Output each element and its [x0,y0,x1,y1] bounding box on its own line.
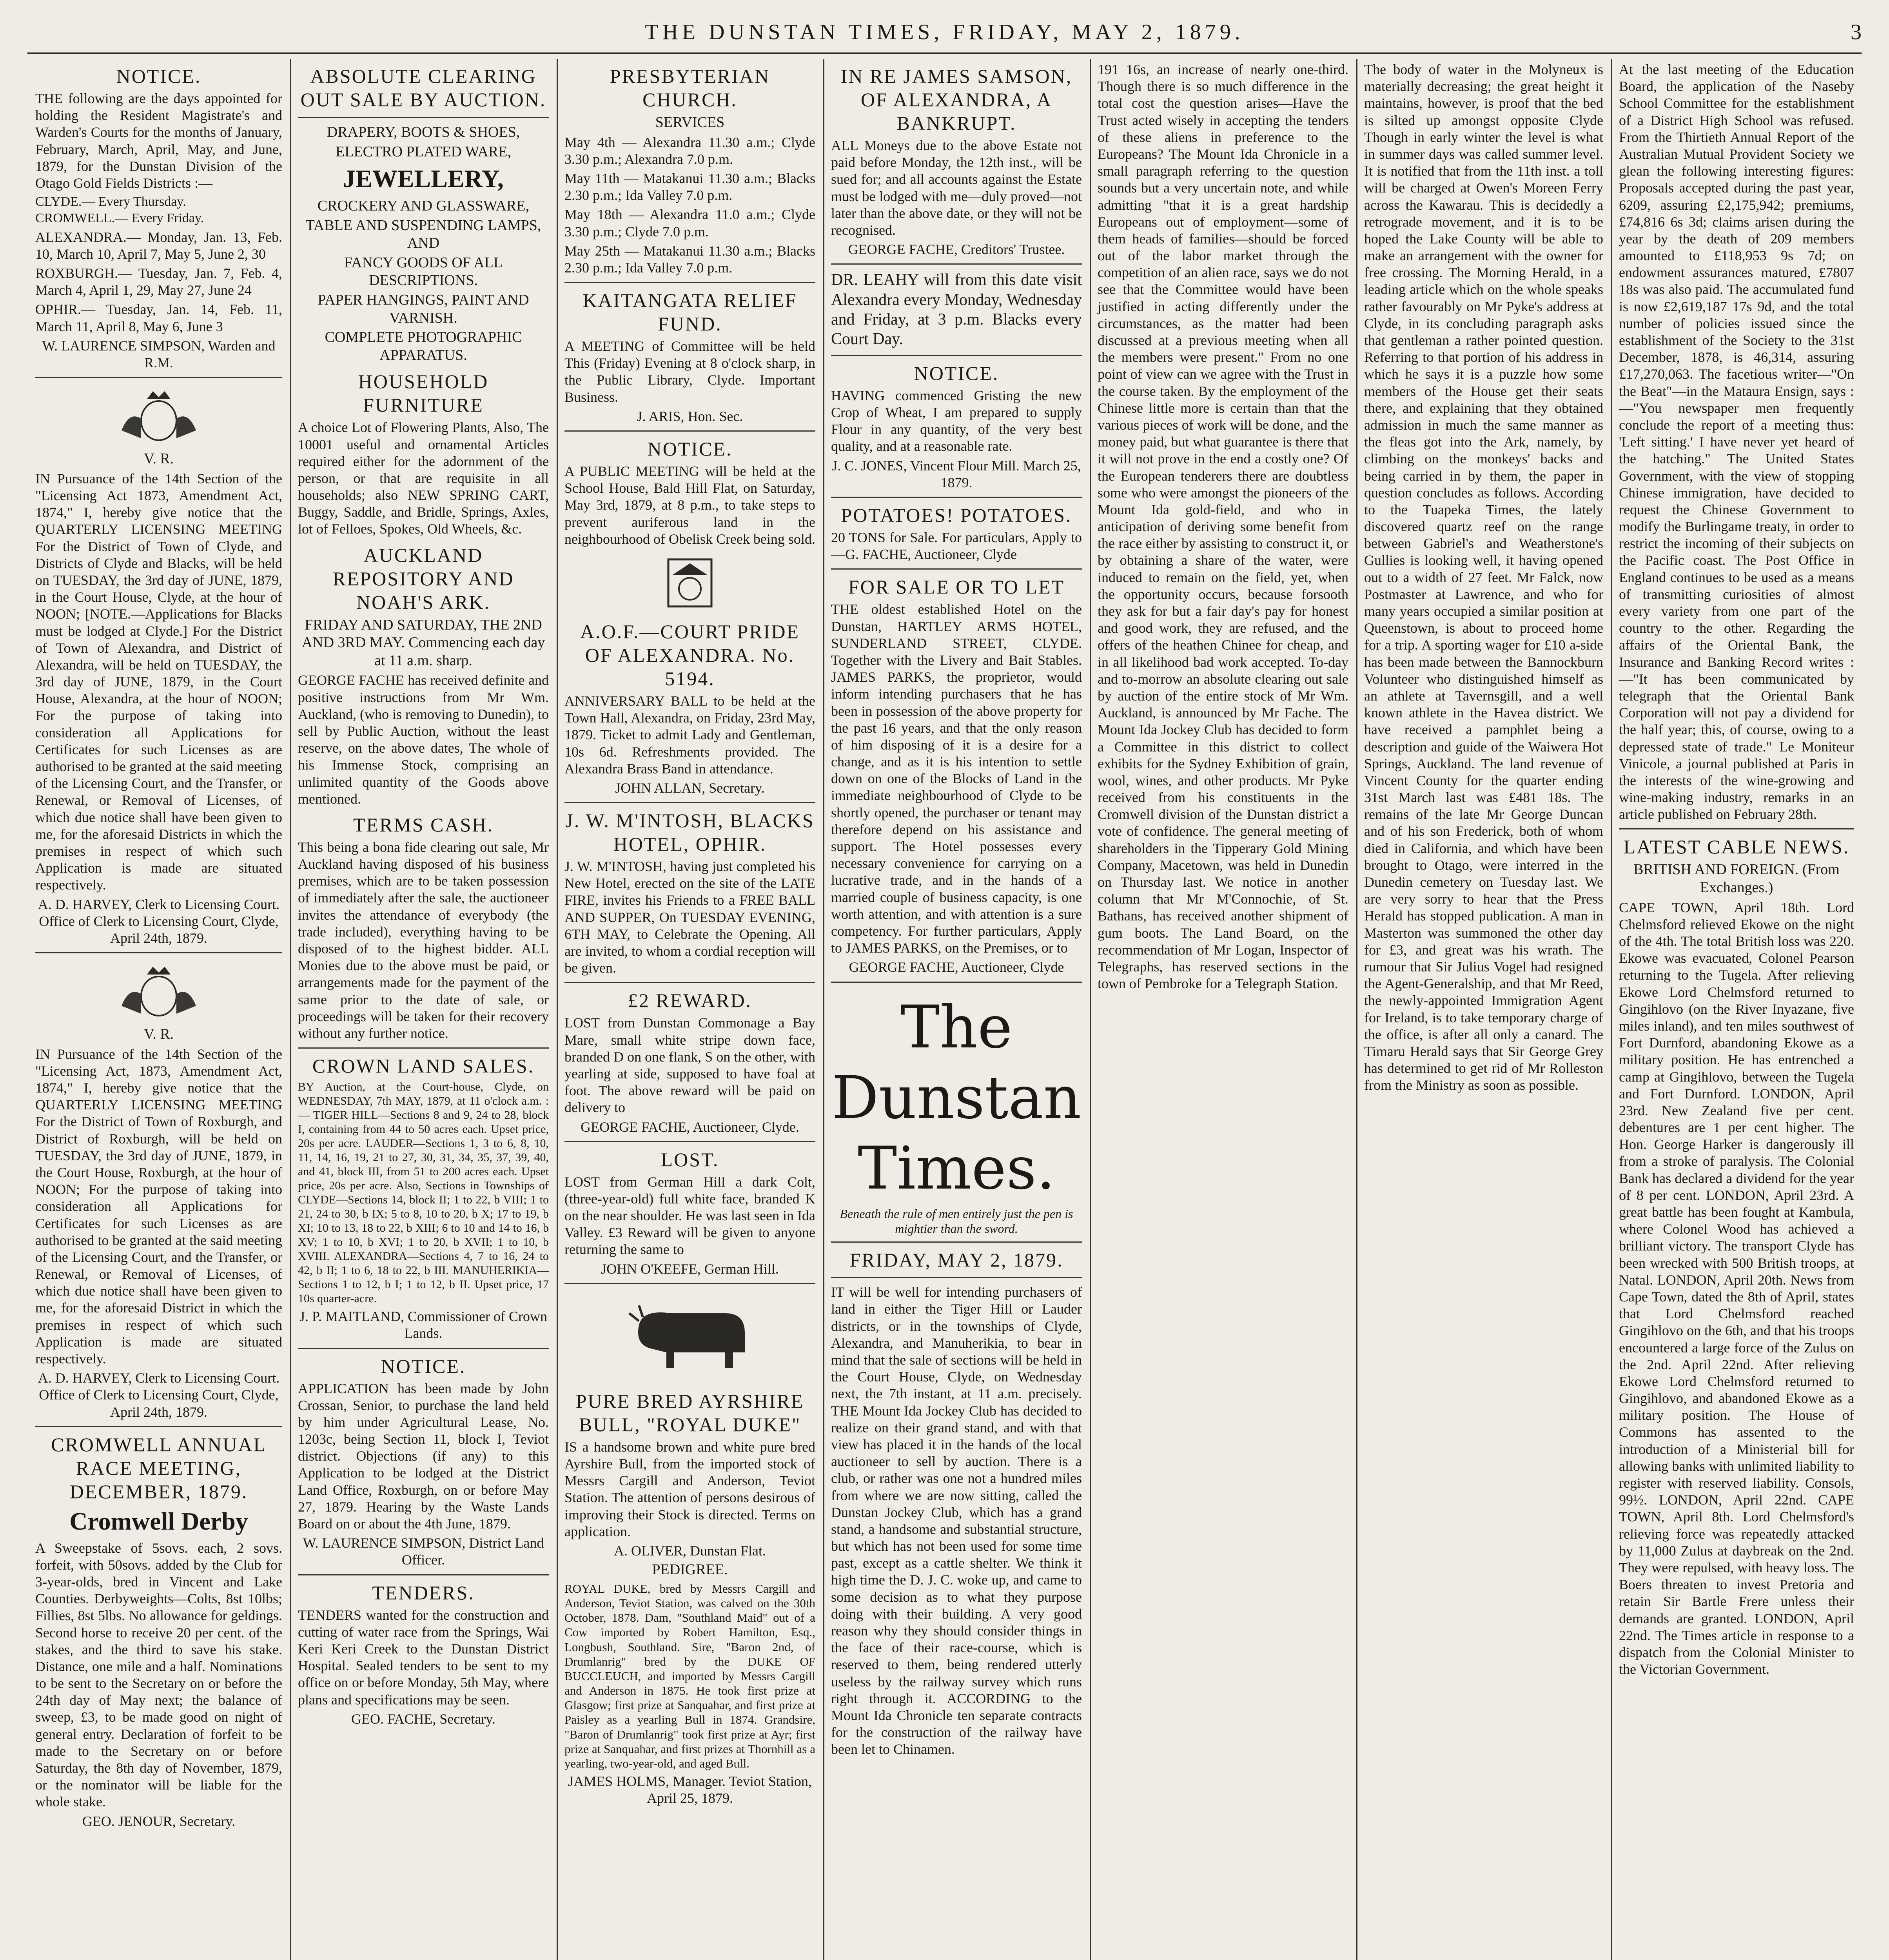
licensing-notice-clyde: IN Pursuance of the 14th Section of the "Licensing Act 1873, Amendment Act, 1874," I, hereby give notice that the QUARTERLY LICENSING MEETING For the District of Town of Clyde, and Districts of Clyde and Blacks, will be held on TUESDAY, the 3rd day of JUNE, 1879, in the Court House, Clyde, at the hour of NOON; [NOTE.—Applications for Blacks must be lodged at Clyde.] For the District of Town of Alexandra, and District of Alexandra, will be held on TUESDAY, the 3rd day of JUNE, 1879, in the Court House, Alexandra, at the hour of NOON; For the purpose of taking into consideration all Applications for Certificates for such Licenses as are authorised to be granted at the said meeting of the Licensing Court, and the Transfer, or Renewal, or Removal of Licenses, of which due notice shall have been given to me, for the aforesaid Districts in which the premises in respect of which such Application is made are situated respectively. [35,470,282,893]
race-meeting-heading: CROMWELL ANNUAL RACE MEETING, DECEMBER, 1879. [51,1433,267,1503]
hotel-text: J. W. M'INTOSH, having just completed his New Hotel, erected on the site of the LATE FIRE, invites his Friends to a FREE BALL AND SUPPER, On TUESDAY EVENING, 6TH MAY, to Celebrate the Opening. All are invited, to whom a cordial reception will be given. [564,858,815,976]
bankrupt-text: ALL Moneys due to the above Estate not paid before Monday, the 12th inst., will be sued for; and all accounts against the Estate must be lodged with me—duly proved—not later than the above date, or they will not be recognised. [831,138,1082,238]
column-3 [557,59,823,1960]
aof-text: ANNIVERSARY BALL to be held at the Town Hall, Alexandra, on Friday, 23rd May, 1879. Ticket to admit Lady and Gentleman, 10s 6d. Refreshments provided. The Alexandra Brass Band in attendance. [564,693,815,777]
column-1 [27,59,290,1960]
separator [564,430,815,432]
sale-line: COMPLETE PHOTOGRAPHIC APPARATUS. [325,329,522,363]
hotel-sale-heading: FOR SALE OR TO LET [848,576,1065,598]
separator [564,282,815,283]
sale-line: JEWELLERY, [343,165,504,193]
pedigree-heading: PEDIGREE. [652,1561,728,1578]
court-line: OPHIR.— Tuesday, Jan. 14, Feb. 11, March 11, April 8, May 6, June 3 [35,301,282,334]
sale-line: FANCY GOODS OF ALL DESCRIPTIONS. [344,254,503,289]
lost-heading: LOST. [661,1148,719,1171]
column-7 [1611,59,1862,1960]
notice-signature: W. LAURENCE SIMPSON, District Land Officer. [303,1535,544,1568]
licensing-notice-roxburgh: IN Pursuance of the 14th Section of the "Licensing Act, 1873, Amendment Act, 1874," I, hereby give notice that the QUARTERLY LICENSING MEETING For the District of Town of Roxburgh, and District of Roxburgh, will be held on TUESDAY, the 3rd day of JUNE, 1879, in the Court House, Roxburgh, at the hour of NOON; For the purpose of taking into consideration all Applications for Certificates for such Licenses as are authorised to be granted at the said meeting of the Licensing Court, and the Transfer, or Renewal, or Removal of Licenses, of which due notice shall have been given to me, for the aforesaid District in which the premises in respect of which such Application is made are situated respectively. [35,1046,282,1367]
lost-text: LOST from German Hill a dark Colt, (three-year-old) full white face, branded K on the near shoulder. He was last seen in Ida Valley. £3 Reward will be given to anyone returning the same to [564,1174,815,1258]
tenders-signature: GEO. FACHE, Secretary. [351,1711,495,1727]
sale-line: DRAPERY, BOOTS & SHOES, [327,124,520,140]
sale-line: TABLE AND SUSPENDING LAMPS, AND [305,217,541,252]
hotel-heading: J. W. M'INTOSH, BLACKS HOTEL, OPHIR. [565,809,815,855]
separator [831,497,1082,498]
separator [831,355,1082,356]
court-line: ROXBURGH.— Tuesday, Jan. 7, Feb. 4, March 4, April 1, 29, May 27, June 24 [35,265,282,298]
cable-news-heading: LATEST CABLE NEWS. [1623,836,1850,858]
notice-text: APPLICATION has been made by John Crossan, Senior, to purchase the land held by him under Agricultural Lease, No. 1203c, being Section 11, block I, Teviot district. Objections (if any) to this Application to be lodged at the District Land Office, Roxburgh, on or before May 27, 1879. Hearing by the Waste Lands Board on or about the 4th June, 1879. [298,1380,549,1532]
notice-text: A PUBLIC MEETING will be held at the School House, Bald Hill Flat, on Saturday, May 3rd, 1879, at 8 p.m., to take steps to prevent auriferous land in the neighbourhood of Obelisk Creek being sold. [564,463,815,547]
service-line: May 18th — Alexandra 11.0 a.m.; Clyde 3.30 p.m.; Clyde 7.0 p.m. [564,207,815,240]
crown-land-signature: J. P. MAITLAND, Commissioner of Crown Lands. [299,1308,547,1341]
editorial-text: IT will be well for intending purchasers of land in either the Tiger Hill or Lauder districts, or in the townships of Clyde, Alexandra, and Manuherikia, to bear in mind that the sale of sections will be held in the Court House, Clyde, on Wednesday next, the 7th instant, at 11 a.m. precisely. THE Mount Ida Jockey Club has decided to realize on their grand stand, and with that view has placed it in the hands of the local auctioneer to sell by auction. There is a club, or rather was one not a hundred miles from where we are now sitting, called the Dunstan Jockey Club, which has a grand stand, a handsome and substantial structure, but which has not been used for some time past, except as a cattle shelter. We think it high time the D. J. C. woke up, and came to some decision as to what they purpose doing with their building. A very good reason why they should consider things in the face of their race-course, which is reserved to them, being rendered utterly useless by the railway survey which runs right through it. ACCORDING to the Mount Ida Chronicle ten separate contracts for the construction of the railway have been let to Chinamen. [831,1284,1082,1757]
news-text: At the last meeting of the Education Board, the application of the Naseby School Committee for the establishment of a District High School was refused. From the Thirtieth Annual Report of the Australian Mutual Provident Society we glean the following interesting figures: Proposals accepted during the past year, 6209, assuring £2,175,942; premiums, £74,816 6s 3d; claims arisen during the year by the death of 209 members amounted to £118,953 9s 7d; on endowment assurances matured, £7807 18s was also paid. The accumulated fund is now £2,619,187 17s 9d, and the total number of policies issued since the establishment of the Society to the 31st December, 1878, is 46,314, assuring £17,270,063. The facetious writer—"On the Beat"—in the Mataura Ensign, says :—"You newspaper men frequently conclude the report of a meeting thus: 'Left sitting.' I have never yet heard of the hatching." The United States Government, with the view of stopping Chinese immigration, have decided to request the Chinese Government to modify the Burlingame treaty, in order to restrict the incoming of their subjects on the Pacific coast. The Post Office in England continues to be used as a means of transmitting curiosities of almost every variety from one part of the country to the other. Regarding the affairs of the Oriental Bank, the Insurance and Banking Record writes :—"It has been communicated by telegraph that the Oriental Bank Corporation will not pay a dividend for the half year; this, of course, owing to a depressed state of trade." Le Moniteur Vinicole, a journal published at Paris in the interests of the wine-growing and wine-making industry, remarks in an article published on February 28th. [1619,62,1854,822]
separator [298,117,549,118]
crown-land-heading: CROWN LAND SALES. [312,1055,535,1077]
fache-text: GEORGE FACHE has received definite and positive instructions from Mr Wm. Auckland, (who is removing to Dunedin), to sell by Public Auction, without the least reserve, on the above dates, The whole of his Immense Stock, comprising an unlimited quantity of the Goods above mentioned. [298,672,549,807]
separator [831,568,1082,570]
cable-news-subheading: BRITISH AND FOREIGN. (From Exchanges.) [1633,861,1840,896]
licensing-signature: A. D. HARVEY, Clerk to Licensing Court. Office of Clerk to Licensing Court, Clyde, April 24th, 1879. [38,1370,280,1420]
masthead-title: THE DUNSTAN TIMES, FRIDAY, MAY 2, 1879. [645,20,1244,44]
separator [35,1426,282,1427]
relief-signature: J. ARIS, Hon. Sec. [637,408,743,424]
aof-signature: JOHN ALLAN, Secretary. [615,780,765,796]
court-line: ALEXANDRA.— Monday, Jan. 13, Feb. 10, March 10, April 7, May 5, June 2, 30 [35,229,282,262]
notice-heading: NOTICE. [381,1355,466,1377]
race-text: A Sweepstake of 5sovs. each, 2 sovs. forfeit, with 50sovs. added by the Club for 3-year-olds, bred in Vincent and Lake Counties. Derbyweights—Colts, 8st 10lbs; Fillies, 8st 5lbs. No allowance for geldings. Second horse to receive 20 per cent. of the stakes, and the third to save his stake. Distance, one mile and a half. Nominations to be sent to the Secretary on or before the 24th day of May next; the balance of sweep, £3, to be made good on night of general entry. Declaration of forfeit to be made to the Secretary on or before Saturday, the 8th day of November, 1879, or the nominator will be liable for the whole stake. [35,1540,282,1810]
relief-heading: KAITANGATA RELIEF FUND. [582,289,797,335]
potatoes-heading: POTATOES! POTATOES. [841,504,1072,526]
separator [298,1574,549,1575]
sale-line: CROCKERY AND GLASSWARE, [317,197,530,214]
foresters-emblem-icon [645,552,735,614]
vr-heading: V. R. [143,1026,174,1043]
column-4 [823,59,1090,1960]
derby-title: Cromwell Derby [69,1507,248,1535]
bull-icon [615,1290,764,1384]
separator [1619,828,1854,829]
sale-line: PAPER HANGINGS, PAINT AND VARNISH. [318,291,529,326]
separator [35,377,282,378]
separator [831,982,1082,983]
bull-signature: A. OLIVER, Dunstan Flat. [614,1543,766,1559]
separator [831,1241,1082,1243]
separator [564,982,815,983]
column-6 [1356,59,1611,1960]
licensing-signature: A. D. HARVEY, Clerk to Licensing Court. Office of Clerk to Licensing Court, Clyde, April 24th, 1879. [38,896,280,946]
separator [298,1047,549,1049]
sale-line: ELECTRO PLATED WARE, [336,143,511,160]
tenders-text: TENDERS wanted for the construction and cutting of water race from the Springs, Wai Keri Keri Creek to the Dunstan District Hospital. Sealed tenders to be sent to my office on or before Monday, 5th May, where plans and specifications may be seen. [298,1607,549,1708]
separator [564,1283,815,1284]
vr-heading: V. R. [143,450,174,467]
page-number: 3 [1851,20,1862,44]
relief-text: A MEETING of Committee will be held This (Friday) Evening at 8 o'clock sharp, in the Public Library, Clyde. Important Business. [564,338,815,405]
sale-text: A choice Lot of Flowering Plants, Also, The 10001 useful and ornamental Articles required either for the adornment of the person, or that are requisite in all households; also NEW SPRING CART, Buggy, Saddle, and Bridle, Springs, Axles, lot of Felloes, Spokes, Old Wheels, &c. [298,419,549,537]
royal-crest-icon [114,383,204,446]
ark-heading: AUCKLAND REPOSITORY AND NOAH'S ARK. [332,544,514,613]
pedigree-signature: JAMES HOLMS, Manager. Teviot Station, April 25, 1879. [568,1773,812,1806]
bankrupt-signature: GEORGE FACHE, Creditors' Trustee. [848,241,1065,258]
court-notice-text: THE following are the days appointed for holding the Resident Magistrate's and Warden's Courts for the months of January, February, March, April, May, and June, 1879, for the Dunstan Division of the Otago Gold Fields Districts :— [35,91,282,191]
doctor-notice: DR. LEAHY will from this date visit Alexandra every Monday, Wednesday and Friday, at 3 p.m. Blacks every Court Day. [831,271,1082,348]
terms-text: This being a bona fide clearing out sale, Mr Auckland having disposed of his business premises, which are to be taken possession of immediately after the sale, the auctioneer invites the attendance of everybody (the trade included), everything having to be disposed of to the highest bidder. ALL Monies due to the above must be paid, or arrangements made for the payment of the same prior to the date of sale, or proceedings will be taken for their recovery without any further notice. [298,839,549,1041]
sale-line: HOUSEHOLD FURNITURE [358,370,489,416]
race-signature: GEO. JENOUR, Secretary. [82,1813,236,1829]
court-line: CLYDE.— Every Thursday. [35,194,186,209]
mill-text: HAVING commenced Gristing the new Crop of Wheat, I am prepared to supply Flour in any quantity, of the very best quality, and at a reasonable rate. [831,387,1082,454]
royal-crest-icon [114,959,204,1022]
cable-news-text: CAPE TOWN, April 18th. Lord Chelmsford relieved Ekowe on the night of the 4th. The total British loss was 220. Ekowe was evacuated, Colonel Pearson returning to the Tugela. After relieving Ekowe Lord Chelmsford returned to Gingihlovo (on the River Inyazane, five miles inland), and ten miles southwest of Fort Durnford, abandoning Ekowe as a military position. He has entrenched a camp at Gingihlovo, between the Tugela and Fort Durnford. LONDON, April 23rd. New Zealand five per cent. debentures are 1 per cent higher. The Hon. George Harker is dangerously ill from a stroke of paralysis. The Colonial Bank has declared a dividend for the year of 8 per cent. LONDON, April 23rd. A great battle has been fought at Kambula, where Colonel Wood has achieved a brilliant victory. The transport Clyde has been wrecked with 500 British troops, at Natal. LONDON, April 20th. News from Cape Town, dated the 8th of April, states that Lord Chelmsford reached Gingihlovo on the 6th, and that his troops encountered a large force of the Zulus on the 2nd. April 22nd. After relieving Ekowe Lord Chelmsford returned to Gingihlovo, and abandoned Ekowe as a military position. The House of Commons has assented to the introduction of a Ministerial bill for allowing banks with unlimited liability to register with reserved liability. Consols, 99½. LONDON, April 22nd. CAPE TOWN, April 8th. Lord Chelmsford's relieving force was repeatedly attacked by 11,000 Zulus at daybreak on the 2nd. They were repulsed, with heavy loss. The Boers threaten to invest Pretoria and retain Sir Bartle Frere unless their demands are granted. LONDON, April 22nd. The Times article in response to a dispatch from the Colonial Minister to the Victorian Government. [1619,899,1854,1677]
column-5 [1090,59,1356,1960]
newspaper-title: The Dunstan Times. [831,993,1082,1203]
aof-heading: A.O.F.—COURT PRIDE OF ALEXANDRA. No. 5194. [580,620,800,690]
bankrupt-heading: IN RE JAMES SAMSON, OF ALEXANDRA, A BANKRUPT. [840,65,1072,134]
pedigree-text: ROYAL DUKE, bred by Messrs Cargill and Anderson, Teviot Station, was calved on the 30th October, 1878. Dam, "Southland Maid" out of a Cow imported by Robert Hamilton, Esq., Longbush, Southland. Sire, "Baron 2nd, of Drumlanrig" bred by the DUKE OF BUCCLEUCH, and imported by Messrs Cargill and Anderson in 1875. He took first prize at Glasgow; first prize at Sanquahar, and first prize at Paisley as a yearling Bull in 1874. Grandsire, "Baron of Drumlanrig" took first prize at Ayr; first prize at Sanquahar, and first prizes at Thornhill as a yearling, two-year-old, and aged Bull. [564,1581,815,1770]
news-text: The body of water in the Molyneux is materially decreasing; the great height it maintains, however, is proof that the bed is silted up amongst opposite Clyde Though in early winter the level is what in summer days was called summer level. It is notified that from the 11th inst. a toll will be charged at Owen's Moreen Ferry across the Kawarau. This is decidedly a retrograde movement, and it is to be hoped the Lake County will be able to make an arrangement with the owner for free crossing. The Morning Herald, in a leading article which on the whole speaks rather favourably on Mr Pyke's address at Clyde, in its concluding paragraph asks that gentleman a rather pointed question. Referring to that portion of his address in which he says it is a puzzle how some members of the House get their seats there, and explaining that they obtained admission in much the same manner as the fleas got into the Ark, namely, by climbing on the monkeys' backs and being carried in by them, the paper in question concludes as follows. According to the Tuapeka Times, the lately discovered quartz reef on the range between Gabriel's and Weatherstone's Gullies is looking well, it having opened out to a width of 27 feet. Mr Falck, now Postmaster at Lawrence, and who for many years occupied a similar position at Queenstown, is about to proceed home for a trip. A sporting wager for £10 a-side has been made between the Bannockburn Volunteer who distinguished himself as an athlete at Tavernsgill, and a well known athlete in the Havea district. We have received a pamphlet being a description and guide of the Waiwera Hot Springs, Auckland. The land revenue of Vincent County for the quarter ending 31st March last was £481 18s. The remains of the late Mr George Duncan and of his son Frederick, both of whom died in California, and which have been brought to Otago, were interred in the Dunedin cemetery on Tuesday last. We are very sorry to hear that the Press Herald has stopped publication. A man in Masterton was summoned the other day for £3, and great was his wrath. The rumour that Sir Julius Vogel had resigned the Agent-Generalship, and that Mr Reed, the newly-appointed Immigration Agent for Ireland, is to take temporary charge of the office, is after all only a canard. The Timaru Herald says that Sir George Grey has determined to get rid of Mr Rolleston from the Ministry as soon as possible. [1364,62,1603,1093]
editorial-dateline: FRIDAY, MAY 2, 1879. [849,1249,1063,1271]
hotel-sale-text: THE oldest established Hotel on the Dunstan, HARTLEY ARMS HOTEL, SUNDERLAND STREET, CLYDE. Together with the Livery and Bait Stables. JAMES PARKS, the proprietor, would inform intending purchasers that he has been in possession of the above property for the past 16 years, and that the only reason of him disposing of it is a desire for a change, and as it is his intention to settle down on one of the Blocks of Land in the immediate neighbourhood of Clyde to be shortly opened, the purchaser or tenant may therefore depend on his assistance and support. The Hotel possesses every necessary convenience for carrying on a lucrative trade, and in the hands of a married couple of business capacity, is one worth attention, and with attention is a sure competency. For further particulars, Apply to JAMES PARKS, on the Premises, or to [831,601,1082,956]
notice-heading: NOTICE. [914,362,999,384]
service-line: May 25th — Matakanui 11.30 a.m.; Blacks 2.30 p.m.; Ida Valley 7.0 p.m. [564,243,815,276]
sale-dates: FRIDAY AND SATURDAY, THE 2ND AND 3RD MAY. Commencing each day at 11 a.m. sharp. [301,616,545,669]
news-text: 191 16s, an increase of nearly one-third. Though there is so much difference in the total cost the question arises—Have the Trust acted wisely in accepting the tenders of these aliens in preference to the Europeans? The Mount Ida Chronicle in a small paragraph referring to the question sounds but a very uncertain note, and while admitting "that it is a great hardship Europeans out of employment—some of them heads of families—should be forced out of the labor market through the competition of an alien race, says we do not see that the Committee would have been justified in acting differently under the circumstances, as the matter had been discussed at a previous meeting when all the members were present." From no one point of view can we agree with the Trust in the course taken. By the employment of the Chinese little more is certain than that the various pieces of work will be done, and the money paid, but what guarantee is there that it will not prove in the end a costly one? Of the European tenderers there are doubtless some who were amongst the pioneers of the Mount Ida gold-field, and who in anticipation of deriving some benefit from the race either by assisting to construct it, or by obtaining a share of the water, were induced to remain on the field, yet, when the opportunity occurs, because forsooth they ask for but a fair day's pay for honest and good work, they are refused, and the offers of the heathen Chinee for cheap, and in all likelihood bad work accepted. To-day and to-morrow an absolute clearing out sale by auction of the entire stock of Mr Wm. Auckland, is announced by Mr Fache. The Mount Ida Jockey Club has decided to form a Committee in this district to collect exhibits for the Sydney Exhibition of grain, wool, wines, and other products. Mr Pyke received from his constituents in the Cromwell division of the Dunstan district a vote of confidence. The general meeting of shareholders in the Tipperary Gold Mining Company, Macetown, was held in Dunedin on Thursday last. We notice in another column that Mr M'Connochie, of St. Bathans, has received another shipment of gum boots. The Land Board, on the recommendation of Mr Logan, Inspector of Telegraphs, has reserved sections in the town of Pembroke for a Telegraph Station. [1098,62,1348,992]
newspaper-motto: Beneath the rule of men entirely just the pen is mightier than the sword. [840,1206,1073,1236]
bull-heading: PURE BRED AYRSHIRE BULL, "ROYAL DUKE" [575,1390,804,1436]
court-notice-heading: NOTICE. [116,65,201,87]
court-line: CROMWELL.— Every Friday. [35,211,204,225]
church-heading: PRESBYTERIAN CHURCH. [610,65,770,111]
potatoes-text: 20 TONS for Sale. For particulars, Apply to—G. FACHE, Auctioneer, Clyde [831,530,1082,563]
service-line: May 4th — Alexandra 11.30 a.m.; Clyde 3.30 p.m.; Alexandra 7.0 p.m. [564,134,815,167]
notice-heading: NOTICE. [647,438,733,460]
separator [564,1141,815,1142]
bull-text: IS a handsome brown and white pure bred Ayrshire Bull, from the imported stock of Messrs Cargill and Anderson, Teviot Station. The attention of persons desirous of improving their Stock is directed. Terms on application. [564,1439,815,1539]
separator [831,1277,1082,1278]
terms-heading: TERMS CASH. [353,813,494,836]
column-2 [290,59,557,1960]
mill-signature: J. C. JONES, Vincent Flour Mill. March 25, 1879. [832,457,1081,490]
separator [831,263,1082,265]
separator [35,952,282,953]
crown-land-text: BY Auction, at the Court-house, Clyde, on WEDNESDAY, 7th MAY, 1879, at 11 o'clock a.m. :— TIGER HILL—Sections 8 and 9, 24 to 28, block I, containing from 44 to 50 acres each. Upset price, 20s per acre. LAUDER—Sections 1, 3 to 6, 8, 10, 11, 14, 16, 19, 21 to 27, 30, 31, 34, 35, 37, 39, 40, and 41, block III, from 51 to 200 acres each. Upset price, 20s per acre. Also, Sections in Townships of CLYDE—Sections 14, block II; 1 to 22, b VIII; 1 to 21, 24 to 30, b IX; 5 to 8, 10 to 20, b X; 17 to 19, b XI; 10 to 13, 18 to 22, b XIII; 6 to 10 and 14 to 16, b XV; 1 to 10, b XVI; 1 to 20, b XVII; 1 to 10, b XVIII. ALEXANDRA—Sections 4, 7 to 16, 24 to 42, b II; 1 to 6, 18 to 22, b III. MANUHERIKIA—Sections 1 to 12, b I; 1 to 12, b II. Upset price, 17 10s quarter-acre. [298,1080,549,1305]
court-signature: W. LAURENCE SIMPSON, Warden and R.M. [42,338,276,371]
sale-heading: ABSOLUTE CLEARING OUT SALE BY AUCTION. [300,65,546,111]
masthead [27,14,1862,54]
separator [298,1348,549,1349]
tenders-heading: TENDERS. [372,1581,475,1604]
lost-signature: JOHN O'KEEFE, German Hill. [601,1261,779,1277]
separator [564,802,815,803]
services-heading: SERVICES [655,114,725,131]
hotel-sale-signature: GEORGE FACHE, Auctioneer, Clyde [849,959,1064,975]
service-line: May 11th — Matakanui 11.30 a.m.; Blacks 2.30 p.m.; Ida Valley 7.0 p.m. [564,170,815,203]
reward-text: LOST from Dunstan Commonage a Bay Mare, small white stripe down face, branded D on one flank, S on the other, with yearling at side, supposed to have foal at foot. The above reward will be paid on delivery to [564,1015,815,1116]
reward-heading: £2 REWARD. [628,989,752,1012]
reward-signature: GEORGE FACHE, Auctioneer, Clyde. [581,1119,799,1135]
